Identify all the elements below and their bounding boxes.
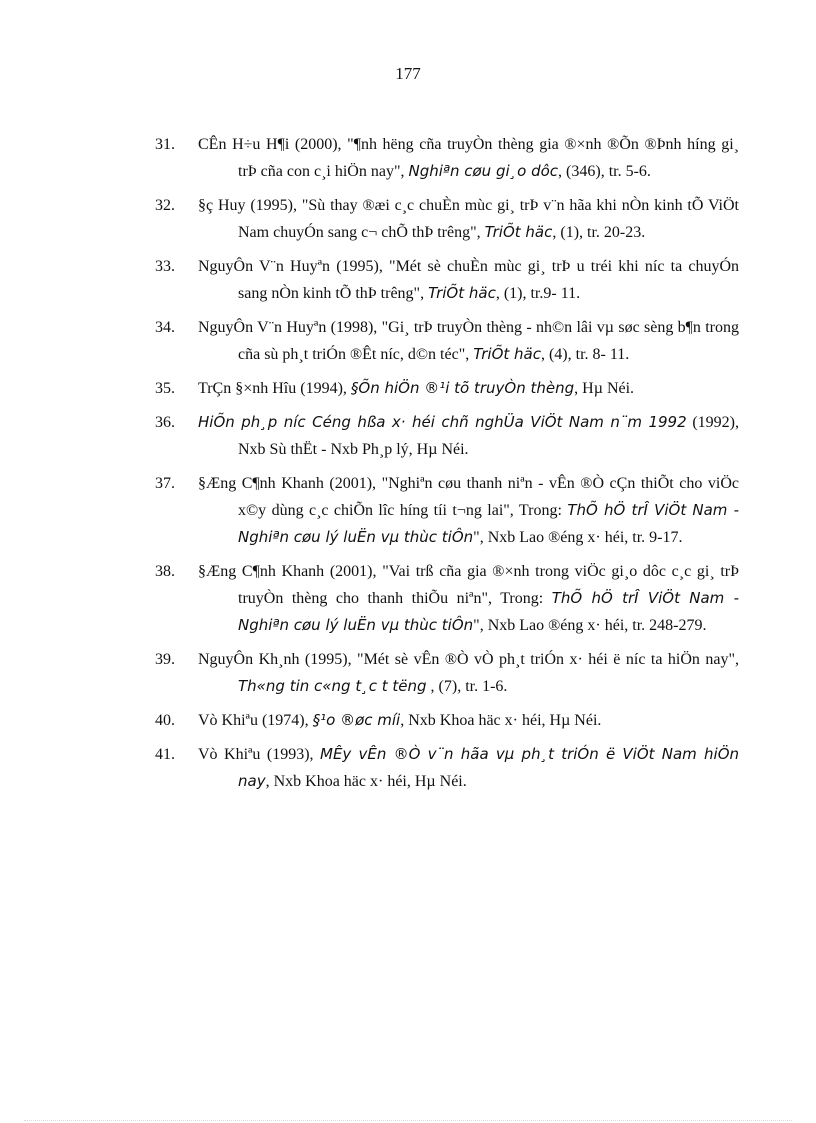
reference-title-italic: TriÕt häc [484,223,553,241]
reference-item [155,470,739,551]
reference-text-segment: , (1), tr. 20-23. [552,224,646,241]
reference-text-segment: , Nxb Khoa häc x· héi, Hµ Néi. [400,712,602,729]
reference-text [198,558,739,639]
reference-title-italic: ThÕ hÖ trÎ ViÖt Nam - Nghiªn cøu lý luËn vµ thùc tiÔn [238,501,739,546]
reference-item [155,707,739,734]
reference-text [198,314,739,368]
page-bottom-rule [24,1120,792,1121]
reference-title-italic: Nghiªn cøu gi¸o dôc [408,162,559,180]
reference-text-segment: ", Nxb Lao ®éng x· héi, tr. 9-17. [473,529,683,546]
reference-text-segment: TrÇn §×nh Hîu (1994), [198,380,351,397]
reference-text-segment: , (346), tr. 5-6. [558,163,651,180]
reference-text [198,131,739,185]
reference-item [155,646,739,700]
reference-text-segment: (1992), Nxb Sù thËt - Nxb Ph¸p lý, Hµ Néi. [238,414,739,458]
reference-item [155,192,739,246]
reference-text-segment: §Æng C¶nh Khanh (2001), "Vai trß cña gia ®×nh trong viÖc gi¸o dôc c¸c gi¸ trÞ truyÒn thèng cho thanh thiÕu niªn", Trong: [198,563,739,607]
reference-list [155,131,739,802]
reference-text [198,375,739,402]
reference-title-italic: §¹o ®øc míi [312,711,401,729]
reference-number: 34. [155,319,175,336]
reference-item [155,375,739,402]
reference-text-segment: §Æng C¶nh Khanh (2001), "Nghiªn cøu thanh niªn - vÊn ®Ò cÇn thiÕt cho viÖc x©y dùng c¸c chiÕn lîc híng tíi t¬ng lai", Trong: [198,475,739,519]
reference-title-italic: §Õn hiÖn ®¹i tõ truyÒn thèng [350,379,575,397]
reference-text [198,192,739,246]
reference-text-segment: NguyÔn V¨n Huyªn (1995), "Mét sè chuÈn mùc gi¸ trÞ u tréi khi níc ta chuyÓn sang nÒn kinh tÕ thÞ trêng", [198,258,739,302]
reference-text-segment: CÊn H÷u H¶i (2000), "¶nh hëng cña truyÒn thèng gia ®×nh ®Õn ®Þnh híng gi¸ trÞ cña con c¸i hiÖn nay", [198,136,739,180]
reference-text-segment: §ç Huy (1995), "Sù thay ®æi c¸c chuÈn mùc gi¸ trÞ v¨n hãa khi nÒn kinh tÕ ViÖt Nam chuyÓn sang c¬ chÕ thÞ trêng", [198,197,739,241]
reference-title-italic: TriÕt häc [428,284,496,302]
reference-text-segment: , (1), tr.9- 11. [495,285,581,302]
reference-number: 33. [155,258,175,275]
reference-text-segment: , (7), tr. 1-6. [426,678,508,695]
reference-number: 38. [155,563,175,580]
page-number: 177 [395,64,421,83]
reference-title-italic: MÊy vÊn ®Ò v¨n hãa vµ ph¸t triÓn ë ViÖt Nam hiÖn nay [238,745,740,790]
reference-text-segment: NguyÔn Kh¸nh (1995), "Mét sè vÊn ®Ò vÒ ph¸t triÓn x· héi ë níc ta hiÖn nay", [198,651,739,668]
reference-item [155,409,739,463]
reference-text [198,707,739,734]
reference-number: 41. [155,746,175,763]
reference-number: 32. [155,197,175,214]
reference-title-italic: TriÕt häc [473,345,541,363]
reference-text [198,253,739,307]
reference-item [155,558,739,639]
reference-item [155,314,739,368]
reference-text [198,470,739,551]
reference-item [155,131,739,185]
reference-title-italic: HiÕn ph¸p níc Céng hßa x· héi chñ nghÜa ViÖt Nam n¨m 1992 [198,413,687,431]
reference-title-italic: Th«ng tin c«ng t¸c t tëng [238,677,427,695]
reference-number: 39. [155,651,175,668]
reference-text-segment: Vò Khiªu (1974), [198,712,313,729]
reference-number: 35. [155,380,175,397]
reference-text [198,741,739,795]
reference-number: 31. [155,136,175,153]
reference-text-segment: , Nxb Khoa häc x· héi, Hµ Néi. [265,773,467,790]
reference-number: 37. [155,475,175,492]
reference-text-segment: NguyÔn V¨n Huyªn (1998), "Gi¸ trÞ truyÒn thèng - nh©n lâi vµ søc sèng b¶n trong cña sù ph¸t triÓn ®Êt níc, d©n téc", [198,319,739,363]
reference-number: 36. [155,414,175,431]
reference-item [155,741,739,795]
reference-item [155,253,739,307]
reference-text-segment: , (4), tr. 8- 11. [540,346,630,363]
reference-title-italic: ThÕ hÖ trÎ ViÖt Nam - Nghiªn cøu lý luËn vµ thùc tiÔn [238,589,739,634]
reference-text-segment: ", Nxb Lao ®éng x· héi, tr. 248-279. [473,617,707,634]
reference-text-segment: , Hµ Néi. [574,380,635,397]
reference-text [198,646,739,700]
reference-text-segment: Vò Khiªu (1993), [198,746,321,763]
reference-number: 40. [155,712,175,729]
reference-text [198,409,739,463]
